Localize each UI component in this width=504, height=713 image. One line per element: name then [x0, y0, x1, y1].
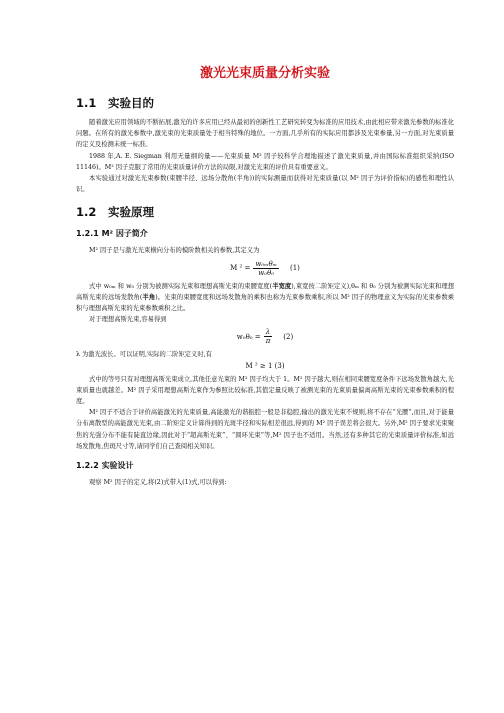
paragraph-design: 观察 M² 因子的定义,将(2)式带入(1)式,可以得到: [89, 479, 227, 487]
equation-denominator: w₀θ₀ [258, 268, 275, 277]
text-span: )。光束的束腰宽度和远场发散角的乘积也称为光束参数乘积,所以 M² 因子的物理意义为实际的光束参数乘积与理想高斯光束的光束参数乘积之比。 [76, 293, 454, 313]
equation-denominator: π [265, 337, 271, 346]
paragraph-m2-meaning: 式中的等号只有对理想高斯光束成立,其他任意光束的 M² 因子均大于 1。M² 因子越大,则在相同束腰宽度条件下远场发散角越大,光束质量也就越差。M² 因子采用理想高斯光束作为参照比较标准,其值定量反映了被测光束的光束质量偏离高斯光束的光束参数乘积的程度。 [76, 375, 454, 406]
paragraph-purpose: 本实验通过对激光光束参数(束腰半径、远场分散角(半角))的实际测量而获得对光束质量(以 M² 因子为评价指标)的感性和理性认识。 [76, 175, 454, 194]
equation-1 [76, 260, 454, 277]
section-number: 1.2 [76, 205, 97, 220]
paragraph-siegman: 1988 年,A. E. Siegman 利用无量纲的量——光束质量 M² 因子较科学合理地描述了激光束质量,并由国际标准组织采纳(ISO 11146)。M² 因子克服了常用的光束质量评价方法的局限,对激光光束的评价具有重要意义。 [76, 152, 454, 171]
equation-3: M ² ≥ 1 (3) [245, 361, 285, 370]
paragraph-wavelength: λ 为激光波长。可以证明,实际的二阶矩定义时,有 [76, 351, 212, 359]
paragraph-m2-def: M² 因子是与激光光束横向分布的模阶数相关的参数,其定义为 [89, 247, 260, 255]
paragraph-m2-limits: M² 因子不适合于评价高能激光的光束质量,高能激光的谐振腔一般是非稳腔,输出的激光光束不规则,将不存在“光腰”,而且,对于能量分布离散型的高能激光光束,由二阶矩定义计算得到的光斑半径和实际相差很远,得到的 M² 因子误差将会很大。另外,M² 因子要求光束聚焦的光强分布不能有陡直边缘,因此对于“超高斯光束”、“圆环光束”等,M² 因子也不适用。当然,还有多种其它的光束质量评价标准,如远场发散角,焦斑尺寸等,请同学们自己查阅相关知识。 [76, 409, 454, 450]
section-title: 实验目的 [108, 96, 154, 110]
equation-numerator: λ [265, 328, 271, 337]
equation-lhs: w₀θ₀ = [236, 332, 261, 341]
subsection-heading-1-2-1: 1.2.1 M² 因子简介 [76, 229, 148, 239]
equation-numerator: w₀ₘθₘ [255, 259, 277, 268]
equation-fraction [253, 260, 279, 277]
section-number: 1.1 [76, 96, 97, 110]
section-heading-1-2 [76, 204, 454, 220]
paragraph-symbols [76, 281, 454, 315]
paragraph-intro: 随着激光应用领域的不断拓展,激光的许多应用已经从最初的创新性工艺研究转变为标准的应用技术,由此相应带来激光参数的标准化问题。在所有的激光参数中,激光束的光束质量处于相当特殊的地位。一方面,几乎所有的实际应用都涉及光束参量,另一方面,对光束质量的定义及检测未统一标准。 [76, 119, 454, 149]
section-title: 实验原理 [108, 205, 154, 220]
bold-term: 半角 [142, 293, 156, 301]
section-heading-1-1 [76, 95, 454, 111]
paragraph-gauss: 对于理想高斯光束,容易得到 [89, 316, 167, 324]
subsection-heading-1-2-2: 1.2.2 实验设计 [76, 461, 134, 471]
equation-lhs: M ² = [230, 264, 251, 273]
text-span: ),束宽按二阶矩定义),θₘ 和 θ₀ 分别为被测实际光束和理想高斯光束的远场发散角( [76, 282, 455, 301]
bold-term: 半宽度 [272, 282, 292, 290]
equation-tag: (2) [283, 332, 294, 341]
equation-2 [76, 328, 454, 345]
text-span: 式中 w₀ₘ 和 w₀ 分别为被测实际光束和理想高斯光束的束腰宽度( [89, 282, 273, 290]
equation-tag: (1) [289, 264, 300, 273]
equation-fraction [264, 328, 273, 345]
document-title: 激光光束质量分析实验 [199, 66, 330, 81]
